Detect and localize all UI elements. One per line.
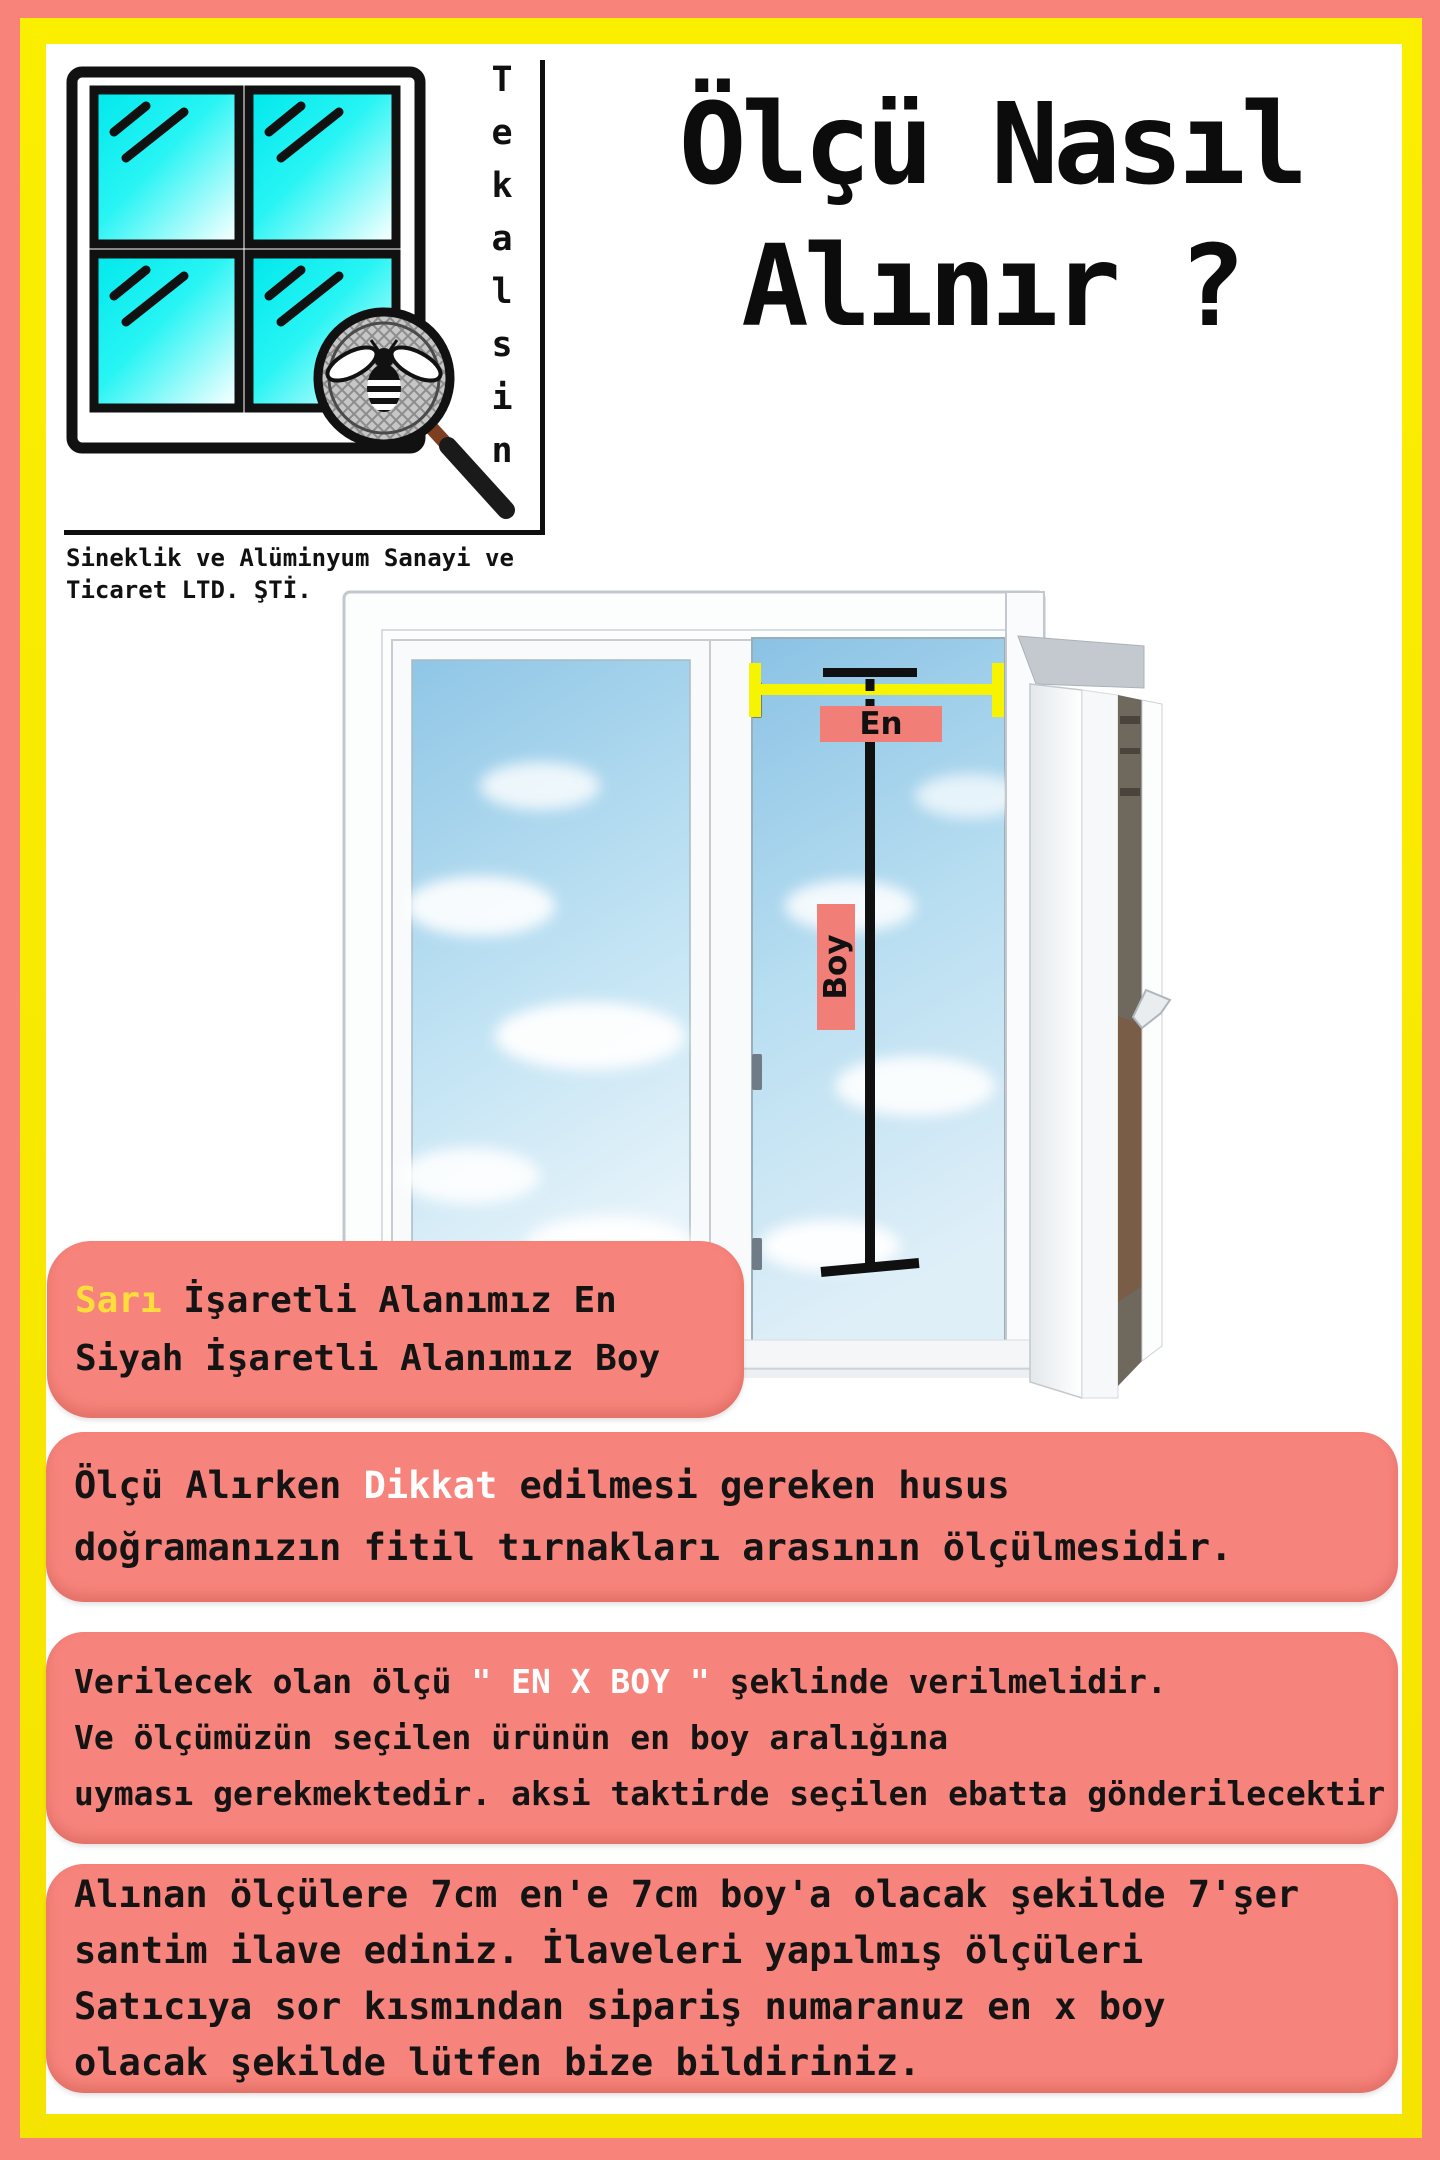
attention-highlight-dikkat: Dikkat bbox=[363, 1464, 498, 1507]
brand-name-vertical: Tekalsin bbox=[482, 60, 522, 484]
attention-box bbox=[46, 1432, 1398, 1602]
legend-line2: Siyah İşaretli Alanımız Boy bbox=[75, 1337, 661, 1379]
page-title-line2: Alınır ? bbox=[741, 222, 1241, 352]
instruction-line2: santim ilave ediniz. İlaveleri yapılmış ölçüleri bbox=[74, 1928, 1144, 1972]
format-line1-pre: Verilecek olan ölçü bbox=[74, 1662, 472, 1701]
instruction-line3: Satıcıya sor kısmından sipariş numaranuz en x boy bbox=[74, 1984, 1166, 2028]
logo-divider-vertical bbox=[540, 60, 545, 532]
open-sash bbox=[1018, 636, 1170, 1398]
format-line2: Ve ölçümüzün seçilen ürünün en boy aralığına bbox=[74, 1718, 949, 1757]
format-box bbox=[46, 1632, 1398, 1844]
page-title-line1: Ölçü Nasıl bbox=[678, 80, 1304, 210]
legend-line1-rest: İşaretli Alanımız En bbox=[161, 1279, 617, 1321]
attention-line1-pre: Ölçü Alırken bbox=[74, 1464, 364, 1507]
magnifier-icon bbox=[318, 312, 506, 510]
attention-line1-post: edilmesi gereken husus bbox=[497, 1464, 1010, 1507]
instruction-line4: olacak şekilde lütfen bize bildiriniz. bbox=[74, 2040, 921, 2084]
company-logo bbox=[66, 66, 536, 586]
instruction-line1: Alınan ölçülere 7cm en'e 7cm boy'a olacak şekilde 7'şer bbox=[74, 1872, 1300, 1916]
page-title bbox=[596, 74, 1386, 358]
instruction-box bbox=[46, 1864, 1398, 2093]
logo-divider-horizontal bbox=[64, 530, 545, 535]
company-name-line1: Sineklik ve Alüminyum Sanayi ve bbox=[66, 544, 514, 572]
format-highlight-enxboy: " EN X BOY " bbox=[471, 1662, 710, 1701]
attention-line1 bbox=[46, 1455, 1398, 1517]
format-line1-post: şeklinde verilmelidir. bbox=[709, 1662, 1167, 1701]
attention-line2: doğramanızın fitil tırnakları arasının ölçülmesidir. bbox=[74, 1526, 1233, 1569]
format-line1 bbox=[46, 1654, 1398, 1710]
company-name-line2: Ticaret LTD. ŞTİ. bbox=[66, 576, 312, 604]
en-label bbox=[820, 706, 942, 742]
boy-label-text: Boy bbox=[818, 934, 854, 1000]
legend-box bbox=[47, 1241, 744, 1418]
format-line3: uyması gerekmektedir. aksi taktirde seçilen ebatta gönderilecektir bbox=[74, 1774, 1386, 1813]
en-label-text: En bbox=[859, 706, 903, 742]
legend-highlight-sari: Sarı bbox=[75, 1279, 162, 1321]
boy-label bbox=[817, 904, 855, 1030]
content-area bbox=[46, 44, 1402, 2114]
legend-line1 bbox=[47, 1272, 744, 1330]
yellow-border-frame bbox=[20, 18, 1422, 2138]
